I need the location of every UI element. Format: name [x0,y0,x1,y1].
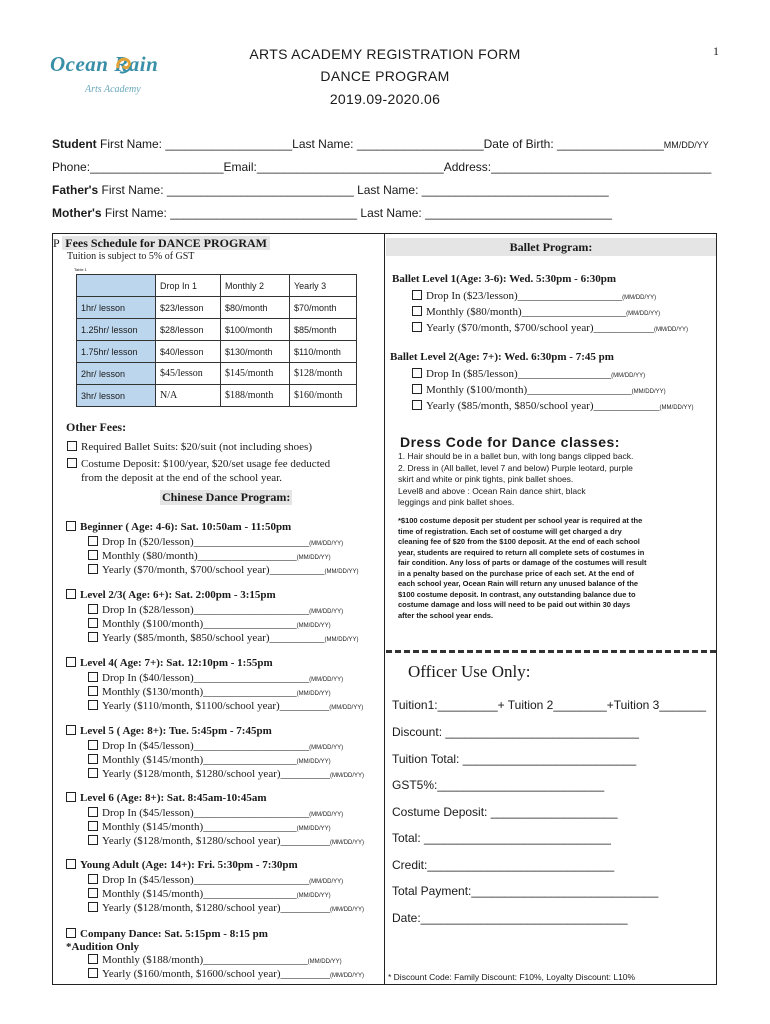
checkbox[interactable] [67,458,77,468]
option-label: Monthly ($145/month)_________________ [102,888,297,900]
checkbox[interactable] [88,902,98,912]
column-divider [384,233,385,985]
ballet-l2-dropin-option[interactable] [412,368,645,380]
group-label: Company Dance: Sat. 5:15pm - 8:15 pm [80,928,268,940]
chinese-option[interactable] [88,740,343,752]
student-fields: First Name: ___________________Last Name: ___________________Date of Birth: ________________ [96,137,664,151]
checkbox[interactable] [88,888,98,898]
dress-code-line: Level8 and above : Ocean Rain dance shirt, black [398,485,586,496]
date-field[interactable]: Date:_______________________________ [392,911,628,925]
date-format: (MM/DD/YY) [654,327,689,333]
ballet-level2-heading: Ballet Level 2(Age: 7+): Wed. 6:30pm - 7:45 pm [390,351,614,363]
logo-subtitle: Arts Academy [85,84,141,95]
date-format: (MM/DD/YY) [622,295,657,301]
chinese-option[interactable] [88,618,331,630]
group-label: Beginner ( Age: 4-6): Sat. 10:50am - 11:50pm [80,521,292,533]
table-row [77,275,357,297]
checkbox[interactable] [88,874,98,884]
table-cell: $45/lesson [156,363,221,385]
chinese-option[interactable] [88,632,359,644]
date-format: (MM/DD/YY) [309,745,344,751]
checkbox[interactable] [67,441,77,451]
group-label: Level 2/3( Age: 6+): Sat. 2:00pm - 3:15pm [80,589,276,601]
officer-use-title: Officer Use Only: [408,662,531,681]
checkbox[interactable] [66,657,76,667]
table-header: Drop In 1 [156,275,221,297]
option-label: Yearly ($110/month, $1100/school year)_________ [102,700,330,712]
checkbox[interactable] [88,618,98,628]
date-format: (MM/DD/YY) [296,555,331,561]
ballet-suits-option[interactable] [67,441,312,453]
option-label: Required Ballet Suits: $20/suit (not including shoes) [81,441,312,453]
ballet-level1-heading: Ballet Level 1(Age: 3-6): Wed. 5:30pm - 6:30pm [392,273,617,285]
table-row [77,319,357,341]
checkbox[interactable] [412,368,422,378]
mother-label: Mother's [52,206,102,220]
table-cell: $23/lesson [156,297,221,319]
total-field[interactable]: Total: ____________________________ [392,831,611,845]
table-cell: $110/month [290,341,357,363]
option-label: Monthly ($145/month)_________________ [102,754,297,766]
logo-brand: Ocean Rain [50,52,159,76]
date-format: (MM/DD/YY) [324,637,359,643]
checkbox[interactable] [88,672,98,682]
policy-line: costume damage and loss will need to be paid out within 30 days [398,600,631,609]
policy-line: time of registration. Each set of costume will get charged a dry [398,526,622,536]
dress-code-line: leggings and pink ballet shoes. [398,497,515,507]
table-cell: 1hr/ lesson [77,297,156,319]
option-label: Yearly ($128/month, $1280/school year)_________ [102,768,331,780]
page-number: 1 [713,44,719,58]
chinese-group-heading[interactable] [66,657,273,669]
policy-line: *$100 costume deposit per student per school year is required at the [398,516,643,525]
dress-code-list [398,451,714,509]
checkbox[interactable] [88,768,98,778]
option-label: Monthly ($100/month)___________________ [426,384,632,396]
company-yearly-option[interactable] [88,968,364,980]
checkbox[interactable] [66,589,76,599]
table-cell: $188/month [221,385,290,407]
ballet-l2-yearly-option[interactable] [412,400,694,412]
table-cell: N/A [156,385,221,407]
costume-deposit-note: from the deposit at the end of the school year. [81,472,282,484]
ballet-program-title: Ballet Program: [386,238,716,256]
chinese-option[interactable] [88,754,331,766]
option-label: Monthly ($100/month)_________________ [102,618,297,630]
chinese-option[interactable] [88,888,331,900]
checkbox[interactable] [88,968,98,978]
option-label: Yearly ($85/month, $850/school year)__________ [102,632,325,644]
checkbox[interactable] [88,550,98,560]
gst-note: Tuition is subject to 5% of GST [67,251,195,262]
checkbox[interactable] [88,536,98,546]
table-row [77,297,357,319]
costume-deposit-field[interactable]: Costume Deposit: ___________________ [392,805,618,819]
date-format: (MM/DD/YY) [296,826,331,832]
option-label: Drop In ($40/lesson)_____________________ [102,672,310,684]
student-line[interactable] [52,137,709,151]
discount-code-footer: * Discount Code: Family Discount: F10%, Loyalty Discount: L10% [388,972,636,982]
policy-line: year, students are required to return all complete sets of costumes in [398,547,645,557]
form-title: ARTS ACADEMY REGISTRATION FORM [249,46,521,62]
fees-p-marker: P [53,236,60,250]
audition-note: *Audition Only [66,941,140,953]
table-cell [77,275,156,297]
checkbox[interactable] [88,564,98,574]
date-format: (MM/DD/YY) [330,840,365,846]
gst-field[interactable]: GST5%:_________________________ [392,778,605,792]
group-label: Young Adult (Age: 14+): Fri. 5:30pm - 7:30pm [80,859,298,871]
date-format: (MM/DD/YY) [296,623,331,629]
date-format: (MM/DD/YY) [309,541,344,547]
ballet-l2-monthly-option[interactable] [412,384,666,396]
date-format: (MM/DD/YY) [659,405,694,411]
option-label: Monthly ($80/month)__________________ [102,550,297,562]
table-row [77,385,357,407]
chinese-option[interactable] [88,700,363,712]
date-format: (MM/DD/YY) [309,677,344,683]
chinese-group-heading[interactable] [66,792,267,804]
option-label: Drop In ($28/lesson)_____________________ [102,604,310,616]
total-payment-field[interactable]: Total Payment:____________________________ [392,884,659,898]
table-cell: 1.75hr/ lesson [77,341,156,363]
checkbox[interactable] [66,928,76,938]
checkbox[interactable] [88,700,98,710]
dress-code-line: 1. Hair should be in a ballet bun, with long bangs clipped back. [398,451,634,461]
dress-code-line: skirt and white or pink tights, pink ballet shoes. [398,474,574,484]
date-format: (MM/DD/YY) [296,759,331,765]
father-label: Father's [52,183,99,197]
checkbox[interactable] [66,725,76,735]
option-label: Yearly ($85/month, $850/school year)____________ [426,400,660,412]
option-label: Monthly ($80/month)___________________ [426,306,627,318]
credit-field[interactable]: Credit:____________________________ [392,858,615,872]
checkbox[interactable] [412,400,422,410]
date-format: (MM/DD/YY) [309,812,344,818]
policy-line: cleaning fee of $20 from the $100 deposit. At the end of each school [398,537,640,546]
date-format: (MM/DD/YY) [631,389,666,395]
table-cell: $85/month [290,319,357,341]
table-cell: $145/month [221,363,290,385]
checkbox[interactable] [412,290,422,300]
mother-fields: First Name: ____________________________ Last Name: ____________________________ [101,206,612,220]
policy-line: fair condition. Any loss of parts or damage of the costumes will result [398,558,647,567]
checkbox[interactable] [88,807,98,817]
checkbox[interactable] [88,835,98,845]
fees-table [76,274,357,407]
checkbox[interactable] [88,686,98,696]
table-row [77,363,357,385]
policy-line: $100 costume deposit. In contrast, any outstanding balance due to [398,589,636,599]
checkbox[interactable] [88,740,98,750]
costume-deposit-option[interactable] [67,458,330,470]
checkbox[interactable] [412,384,422,394]
checkbox[interactable] [88,754,98,764]
checkbox[interactable] [88,821,98,831]
chinese-group-heading[interactable] [66,859,298,871]
table-cell: 3hr/ lesson [77,385,156,407]
table-cell: $128/month [290,363,357,385]
option-label: Yearly ($128/month, $1280/school year)_________ [102,902,331,914]
option-label: Costume Deposit: $100/year, $20/set usage fee deducted [81,458,331,470]
table-cell: $40/lesson [156,341,221,363]
date-format: (MM/DD/YY) [309,879,344,885]
date-format: (MM/DD/YY) [296,893,331,899]
option-label: Yearly ($128/month, $1280/school year)_________ [102,835,331,847]
dress-code-line: 2. Dress in (All ballet, level 7 and below) Purple leotard, purple [398,462,633,473]
tuition-total-field[interactable]: Tuition Total: __________________________ [392,752,637,766]
ballet-l1-monthly-option[interactable] [412,306,660,318]
chinese-option[interactable] [88,550,331,562]
date-format: (MM/DD/YY) [296,691,331,697]
option-label: Drop In ($45/lesson)_____________________ [102,874,310,886]
option-label: Monthly ($145/month)_________________ [102,821,297,833]
option-label: Monthly ($188/month)___________________ [102,954,308,966]
policy-line: after the school year ends. [398,610,494,620]
chinese-option[interactable] [88,686,331,698]
checkbox[interactable] [88,954,98,964]
chinese-option[interactable] [88,604,343,616]
ballet-l1-yearly-option[interactable] [412,322,688,334]
discount-field[interactable]: Discount: _____________________________ [392,725,639,739]
chinese-option[interactable] [88,835,364,847]
checkbox[interactable] [66,792,76,802]
policy-line: in a penalty based on the purchase price of each set. At the end of [398,568,635,578]
fees-title [53,236,270,251]
date-format: (MM/DD/YY) [611,373,646,379]
date-format: (MM/DD/YY) [330,773,365,779]
table-cell: $160/month [290,385,357,407]
table-cell: $70/month [290,297,357,319]
option-label: Drop In ($45/lesson)_____________________ [102,807,310,819]
checkbox[interactable] [66,521,76,531]
option-label: Yearly ($70/month, $700/school year)___________ [426,322,655,334]
table-header: Monthly 2 [221,275,290,297]
group-label: Level 6 (Age: 8+): Sat. 8:45am-10:45am [80,792,267,804]
table-header: Yearly 3 [290,275,357,297]
program-title: DANCE PROGRAM [320,68,450,84]
table-cell: 1.25hr/ lesson [77,319,156,341]
fees-schedule-title: Fees Schedule for DANCE PROGRAM [62,236,270,250]
dress-code-title: Dress Code for Dance classes: [400,434,620,450]
mother-line[interactable] [52,206,612,220]
option-label: Yearly ($70/month, $700/school year)__________ [102,564,325,576]
other-fees-title: Other Fees: [66,420,127,434]
date-format: (MM/DD/YY) [330,973,365,979]
tuition-fields[interactable]: Tuition1:_________+ Tuition 2________+Tuition 3_______ [392,698,707,712]
group-label: Level 4( Age: 7+): Sat. 12:10pm - 1:55pm [80,657,273,669]
dob-format: MM/DD/YY [663,140,709,150]
student-label: Student [52,137,97,151]
table-cell: $100/month [221,319,290,341]
policy-line: each school year, Ocean Rain will return any unused balance of the [398,579,639,588]
table-label: Table 1 [74,267,87,272]
table-cell: $130/month [221,341,290,363]
option-label: Yearly ($160/month, $1600/school year)_________ [102,968,331,980]
table-row [77,341,357,363]
section-divider [386,650,716,653]
father-fields: First Name: ____________________________ Last Name: ____________________________ [98,183,609,197]
group-label: Level 5 ( Age: 8+): Tue. 5:45pm - 7:45pm [80,725,272,737]
company-monthly-option[interactable] [88,954,342,966]
date-format: (MM/DD/YY) [626,311,661,317]
chinese-option[interactable] [88,821,331,833]
chinese-option[interactable] [88,564,359,576]
chinese-option[interactable] [88,672,343,684]
company-dance-heading[interactable] [66,928,268,940]
date-format: (MM/DD/YY) [307,959,342,965]
option-label: Drop In ($85/lesson)_________________ [426,368,612,380]
father-line[interactable] [52,183,609,197]
chinese-option[interactable] [88,874,343,886]
table-cell: $28/lesson [156,319,221,341]
chinese-option[interactable] [88,807,343,819]
contact-line[interactable]: Phone:____________________Email:____________________________Address:_________________________________ [52,160,712,174]
option-label: Drop In ($45/lesson)_____________________ [102,740,310,752]
checkbox[interactable] [88,632,98,642]
chinese-group-heading[interactable] [66,589,276,601]
chinese-option[interactable] [88,768,364,780]
ballet-l1-dropin-option[interactable] [412,290,656,302]
chinese-group-heading[interactable] [66,521,291,533]
checkbox[interactable] [66,859,76,869]
chinese-group-heading[interactable] [66,725,272,737]
checkbox[interactable] [412,306,422,316]
program-year: 2019.09-2020.06 [329,91,441,107]
table-cell: 2hr/ lesson [77,363,156,385]
chinese-option[interactable] [88,536,343,548]
chinese-option[interactable] [88,902,364,914]
table-cell: $80/month [221,297,290,319]
date-format: (MM/DD/YY) [330,907,365,913]
chinese-program-title: Chinese Dance Program: [162,490,291,504]
date-format: (MM/DD/YY) [309,609,344,615]
date-format: (MM/DD/YY) [329,705,364,711]
checkbox[interactable] [412,322,422,332]
costume-deposit-policy [398,516,714,621]
option-label: Drop In ($20/lesson)_____________________ [102,536,310,548]
option-label: Drop In ($23/lesson)___________________ [426,290,623,302]
date-format: (MM/DD/YY) [324,569,359,575]
option-label: Monthly ($130/month)_________________ [102,686,297,698]
checkbox[interactable] [88,604,98,614]
